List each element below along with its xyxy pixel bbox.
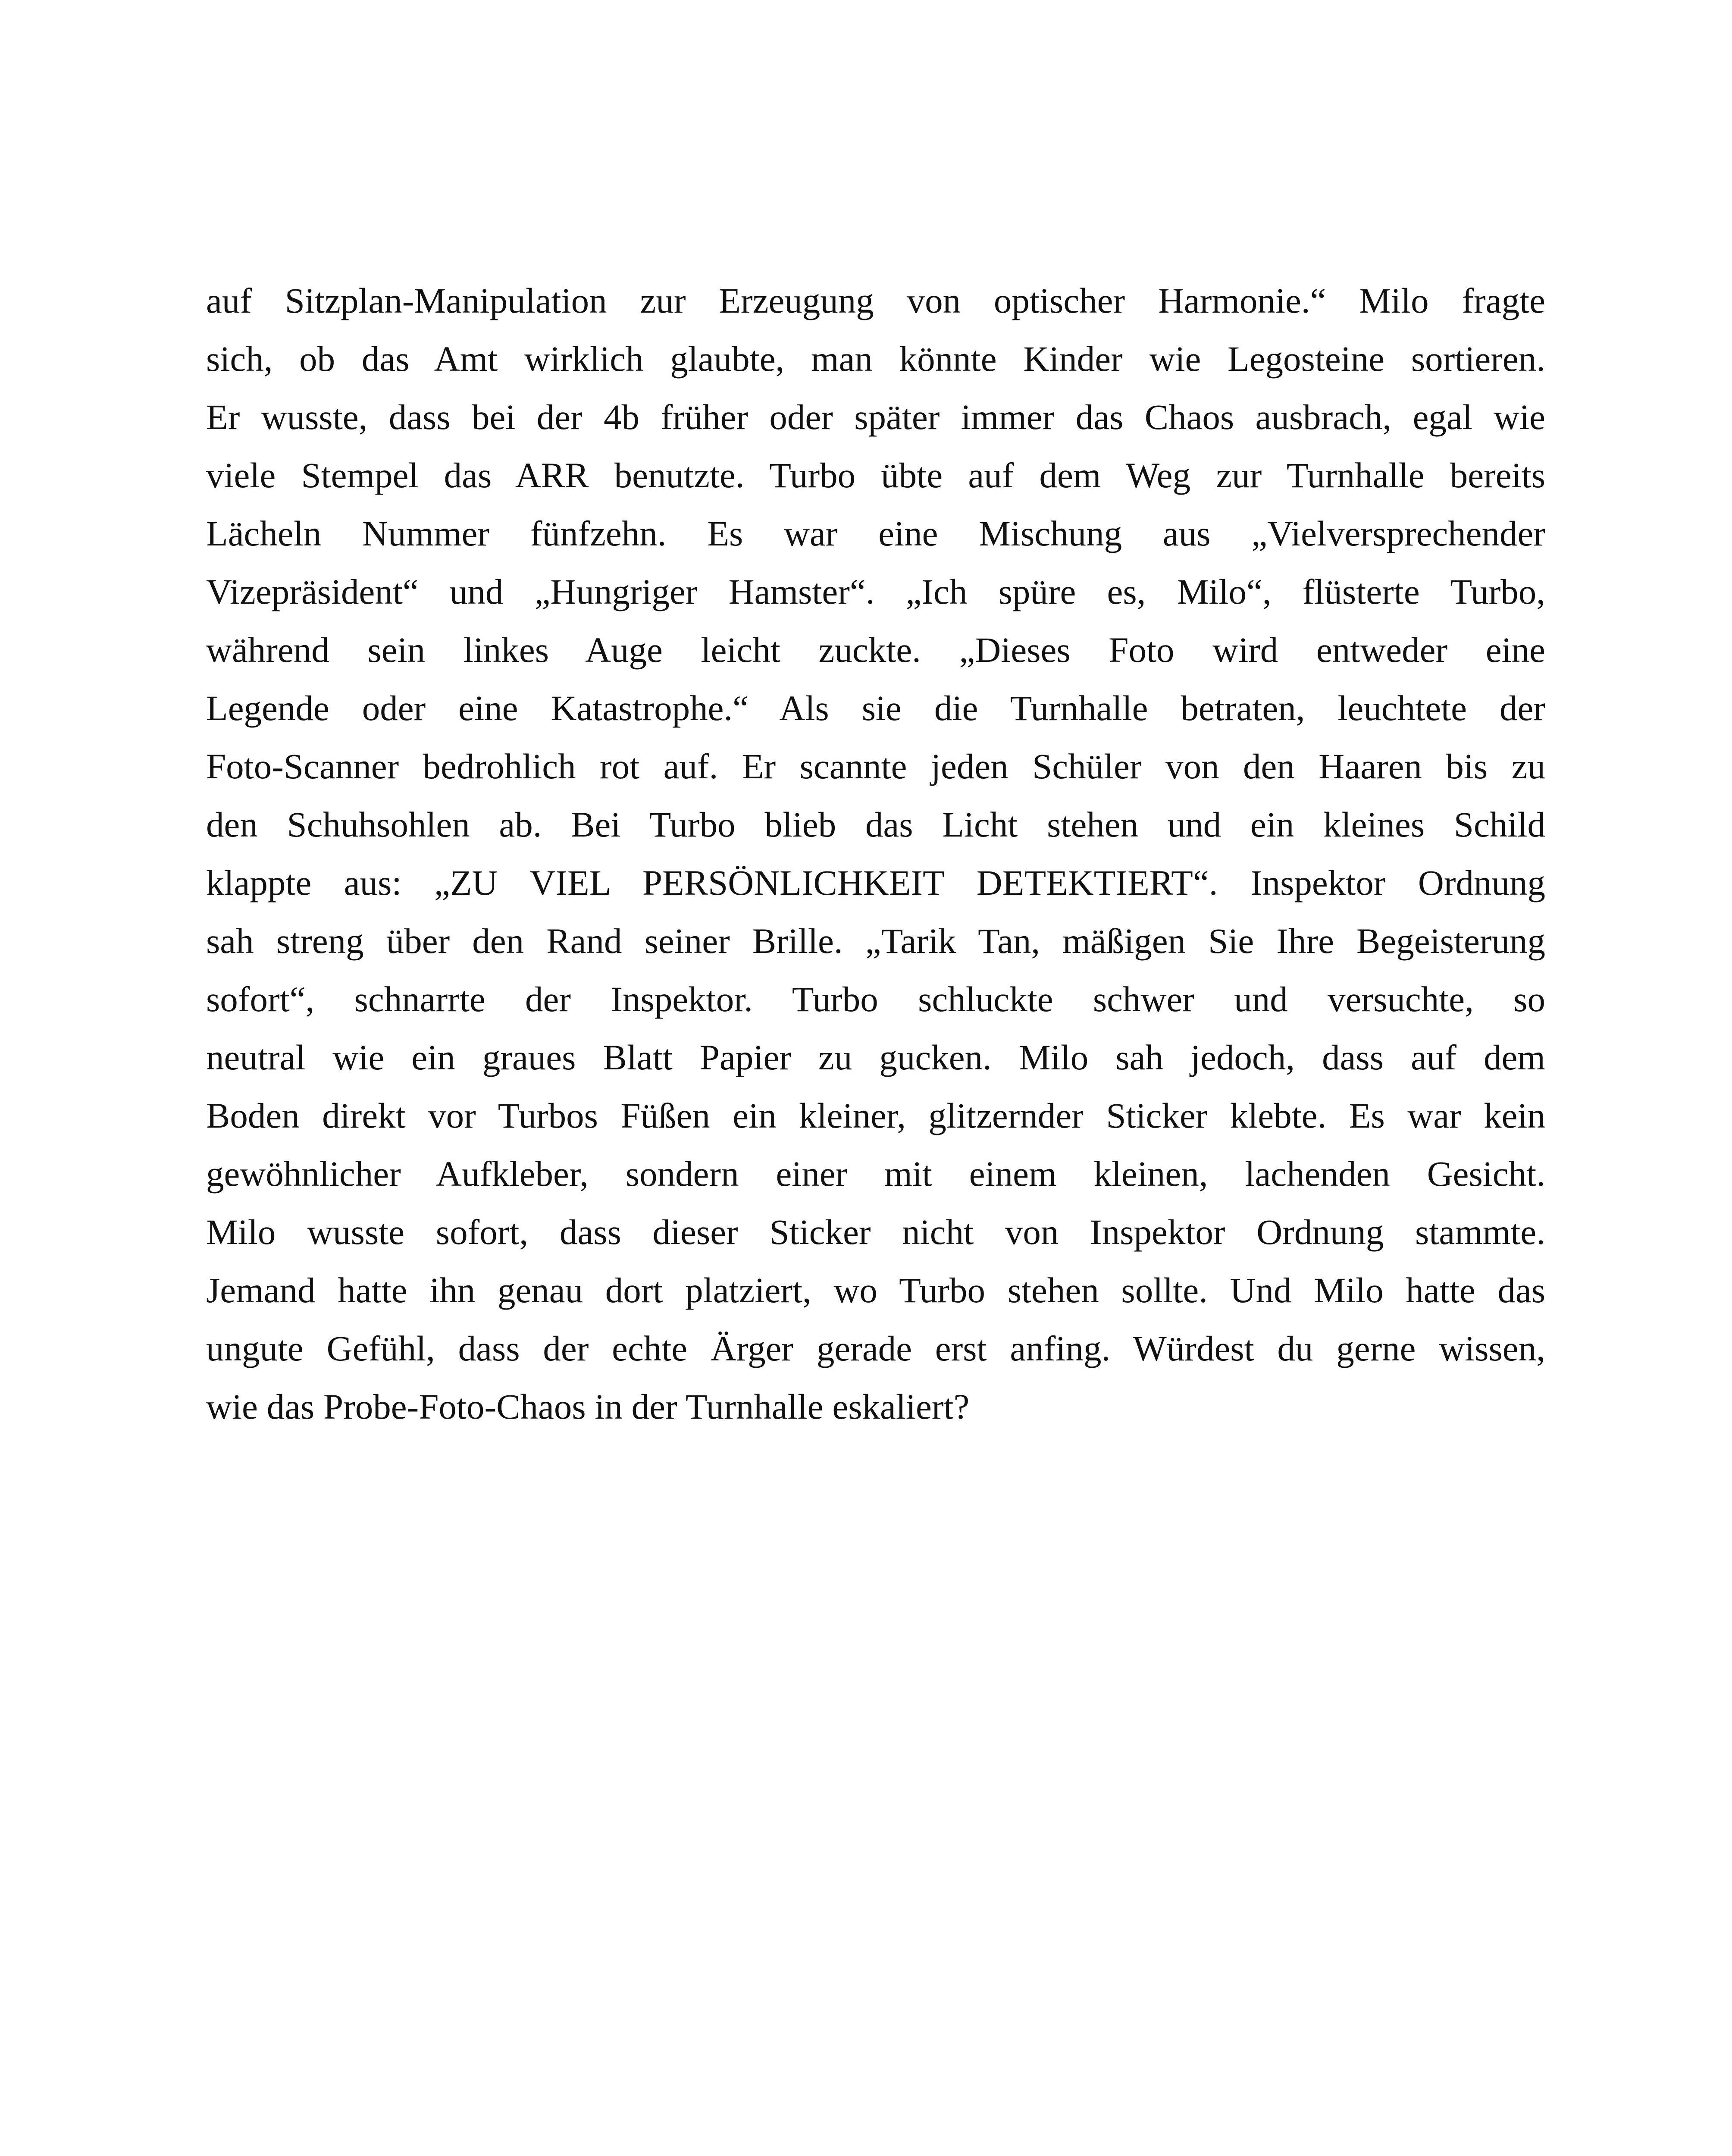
text-line: Legende oder eine Katastrophe.“ Als sie die Turnhalle betraten, leuchtete der (206, 688, 1545, 728)
text-line: Vizepräsident“ und „Hungriger Hamster“. „Ich spüre es, Milo“, flüsterte Turbo, (206, 572, 1545, 611)
text-line: Boden direkt vor Turbos Füßen ein kleiner, glitzernder Sticker klebte. Es war kein (206, 1096, 1545, 1135)
text-line: Milo wusste sofort, dass dieser Sticker nicht von Inspektor Ordnung stammte. (206, 1212, 1545, 1252)
text-line: sofort“, schnarrte der Inspektor. Turbo schluckte schwer und versuchte, so (206, 979, 1545, 1019)
text-line: während sein linkes Auge leicht zuckte. „Dieses Foto wird entweder eine (206, 630, 1545, 670)
text-line-last: wie das Probe-Foto-Chaos in der Turnhalle eskaliert? (206, 1387, 970, 1426)
text-line: ungute Gefühl, dass der echte Ärger gerade erst anfing. Würdest du gerne wissen, (206, 1329, 1545, 1368)
text-line: sah streng über den Rand seiner Brille. „Tarik Tan, mäßigen Sie Ihre Begeisterung (206, 921, 1545, 961)
text-line: den Schuhsohlen ab. Bei Turbo blieb das Licht stehen und ein kleines Schild (206, 805, 1545, 844)
text-line: auf Sitzplan-Manipulation zur Erzeugung von optischer Harmonie.“ Milo fragte (206, 281, 1545, 320)
text-line: neutral wie ein graues Blatt Papier zu gucken. Milo sah jedoch, dass auf dem (206, 1037, 1545, 1077)
text-line: Jemand hatte ihn genau dort platziert, wo Turbo stehen sollte. Und Milo hatte das (206, 1270, 1545, 1310)
text-line: gewöhnlicher Aufkleber, sondern einer mit einem kleinen, lachenden Gesicht. (206, 1154, 1545, 1194)
text-line: sich, ob das Amt wirklich glaubte, man könnte Kinder wie Legosteine sortieren. (206, 339, 1545, 379)
text-line: Er wusste, dass bei der 4b früher oder später immer das Chaos ausbrach, egal wie (206, 397, 1545, 437)
text-line: klappte aus: „ZU VIEL PERSÖNLICHKEIT DETEKTIERT“. Inspektor Ordnung (206, 863, 1545, 903)
text-line: Lächeln Nummer fünfzehn. Es war eine Mischung aus „Vielversprechender (206, 514, 1545, 553)
body-paragraph (206, 272, 1545, 1436)
text-line: viele Stempel das ARR benutzte. Turbo übte auf dem Weg zur Turnhalle bereits (206, 455, 1545, 495)
text-line: Foto-Scanner bedrohlich rot auf. Er scannte jeden Schüler von den Haaren bis zu (206, 746, 1545, 786)
